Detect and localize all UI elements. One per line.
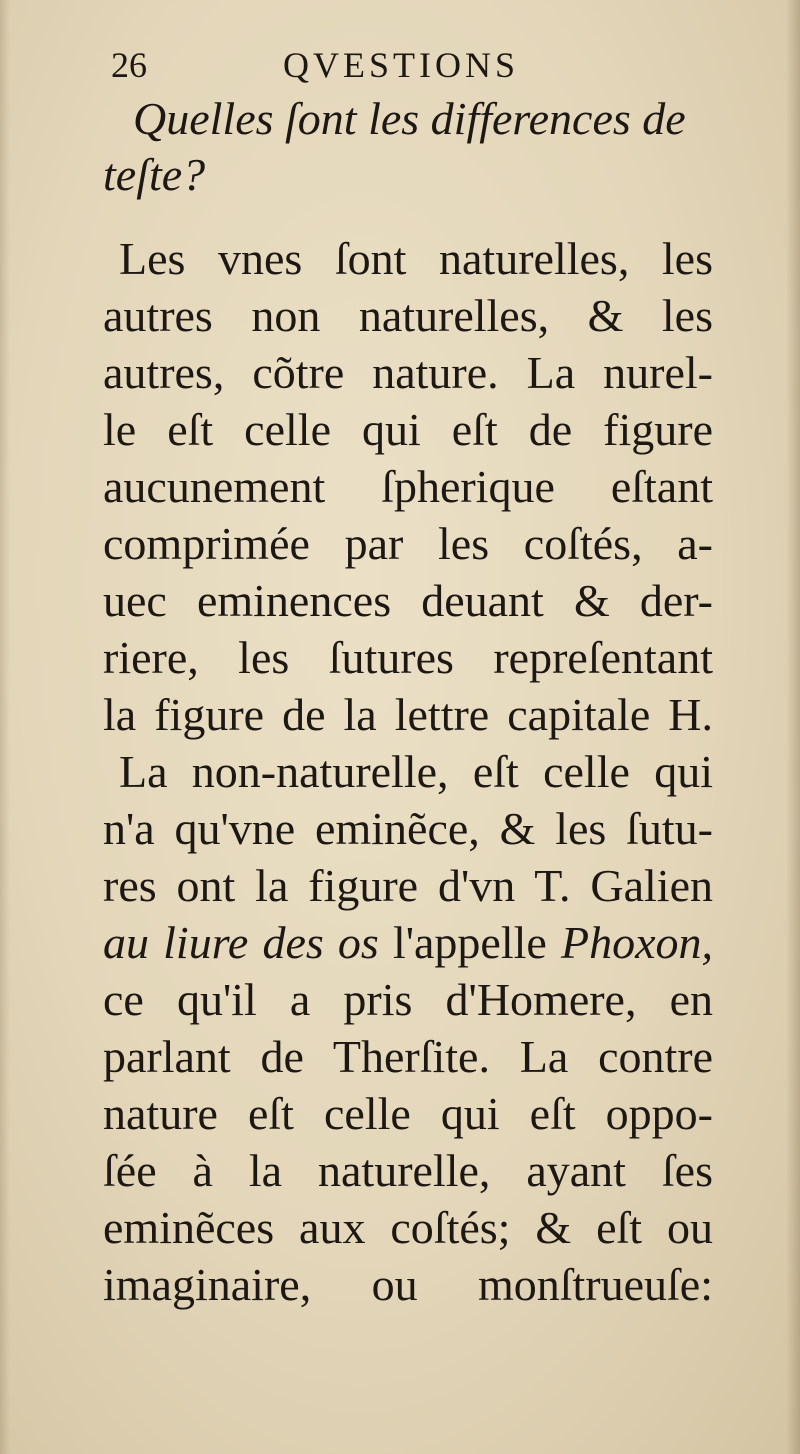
text-line: riere, les ſutures repreſentant: [103, 632, 713, 683]
text-line: le eſt celle qui eſt de figure: [103, 404, 713, 455]
text-segment: l'appelle: [378, 917, 561, 968]
text-line: ce qu'il a pris d'Homere, en: [103, 974, 713, 1025]
text-line: comprimée par les coſtés, a-: [103, 518, 713, 569]
text-line: eminẽces aux coſtés; & eſt ou: [103, 1202, 713, 1253]
text-line: La non-naturelle, eſt celle qui: [119, 746, 713, 797]
text-line: parlant de Therſite. La contre: [103, 1031, 713, 1082]
text-line: autres non naturelles, & les: [103, 290, 713, 341]
text-line: Les vnes ſont naturelles, les: [119, 233, 713, 284]
text-line: nature eſt celle qui eſt oppo-: [103, 1088, 713, 1139]
page-header: [103, 38, 713, 92]
text-line: ſée à la naturelle, ayant ſes: [103, 1145, 713, 1196]
text-line: imaginaire, ou monſtrueuſe:: [103, 1259, 713, 1310]
text-line: n'a qu'vne eminẽce, & les ſutu-: [103, 803, 713, 854]
text-line: uec eminences deuant & der-: [103, 575, 713, 626]
page-left-shadow: [0, 0, 10, 1454]
text-line: la figure de la lettre capitale H.: [103, 689, 713, 740]
text-line: Quelles ſont les differences de: [133, 93, 686, 144]
running-title: QVESTIONS: [283, 45, 520, 85]
text-line: aucunement ſpherique eſtant: [103, 461, 713, 512]
text-line: autres, cõtre nature. La nurel-: [103, 347, 713, 398]
page-right-shadow: [786, 0, 800, 1454]
page-number: 26: [111, 45, 147, 85]
text-segment: Phoxon,: [560, 917, 713, 968]
text-line: [103, 916, 713, 970]
text-line: res ont la figure d'vn T. Galien: [103, 860, 713, 911]
text-segment: au liure des os: [103, 917, 379, 968]
text-line: teſte?: [103, 149, 206, 200]
